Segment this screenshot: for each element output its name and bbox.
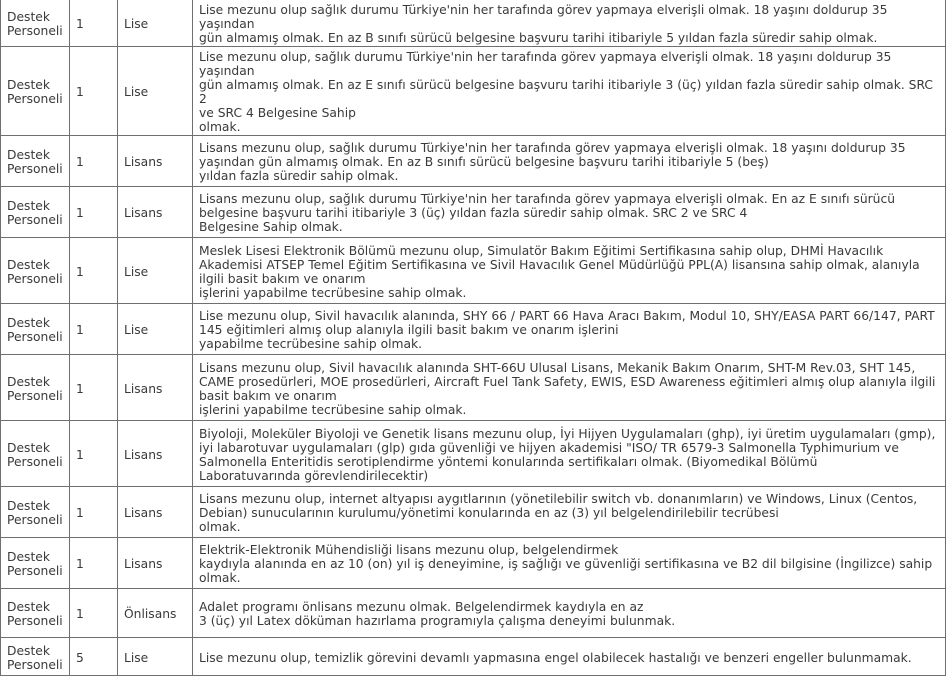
position-cell: Destek Personeli [1, 355, 70, 421]
education-cell: Lisans [118, 538, 193, 589]
qualification-cell: Meslek Lisesi Elektronik Bölümü mezunu olup, Simulatör Bakım Eğitimi Sertifikasına sahip olup, DHMİ Havacılık Akademisi ATSEP Temel Eğitim Sertifikasına ve Sivil Havacılık Genel Müdürlüğü PPL(A) lisansına sahip olmak, alanıyla ilgili basit bakım ve onarım işlerini yapabilme tecrübesine sahip olmak. [193, 238, 946, 304]
table-row [1, 589, 946, 638]
table-row [1, 421, 946, 487]
education-cell: Lise [118, 238, 193, 304]
count-cell: 1 [70, 538, 118, 589]
qualification-cell: Lise mezunu olup, Sivil havacılık alanında, SHY 66 / PART 66 Hava Aracı Bakım, Modul 10, SHY/EASA PART 66/147, PART 145 eğitimleri almış olup alanıyla ilgili basit bakım ve onarım işlerini yapabilme tecrübesine sahip olmak. [193, 304, 946, 355]
education-cell: Lise [118, 638, 193, 676]
qualification-cell: Lise mezunu olup, sağlık durumu Türkiye'nin her tarafında görev yapmaya elverişli olmak. 18 yaşını doldurup 35 yaşından gün almamış olmak. En az E sınıfı sürücü belgesine başvuru tarihi itibariyle 3 (üç) yıldan fazla süredir sahip olmak. SRC 2 ve SRC 4 Belgesine Sahip olmak. [193, 47, 946, 136]
count-cell: 1 [70, 47, 118, 136]
position-cell: Destek Personeli [1, 538, 70, 589]
position-cell: Destek Personeli [1, 304, 70, 355]
education-cell: Lisans [118, 355, 193, 421]
count-cell: 1 [70, 355, 118, 421]
qualification-cell: Lisans mezunu olup, Sivil havacılık alanında SHT-66U Ulusal Lisans, Mekanik Bakım Onarım, SHT-M Rev.03, SHT 145, CAME prosedürleri, MOE prosedürleri, Aircraft Fuel Tank Safety, EWIS, ESD Awareness eğitimleri almış olup alanıyla ilgili basit bakım ve onarım işlerini yapabilme tecrübesine sahip olmak. [193, 355, 946, 421]
table-row [1, 238, 946, 304]
education-cell: Lisans [118, 136, 193, 187]
table-row [1, 638, 946, 676]
education-cell: Lise [118, 0, 193, 47]
table-row [1, 0, 946, 47]
count-cell: 1 [70, 421, 118, 487]
position-cell: Destek Personeli [1, 0, 70, 47]
qualification-cell: Lisans mezunu olup, sağlık durumu Türkiye'nin her tarafında görev yapmaya elverişli olmak. En az E sınıfı sürücü belgesine başvuru tarihi itibariyle 3 (üç) yıldan fazla süredir sahip olmak. SRC 2 ve SRC 4 Belgesine Sahip olmak. [193, 187, 946, 238]
qualification-cell: Lisans mezunu olup, sağlık durumu Türkiye'nin her tarafında görev yapmaya elverişli olmak. 18 yaşını doldurup 35 yaşından gün almamış olmak. En az B sınıfı sürücü belgesine başvuru tarihi itibariyle 5 (beş) yıldan fazla süredir sahip olmak. [193, 136, 946, 187]
count-cell: 1 [70, 0, 118, 47]
position-cell: Destek Personeli [1, 589, 70, 638]
education-cell: Lisans [118, 187, 193, 238]
qualification-cell: Lisans mezunu olup, internet altyapısı aygıtlarının (yönetilebilir switch vb. donanımların) ve Windows, Linux (Centos, Debian) sunucularının kurulumu/yönetimi konularında en az (3) yıl belgelendirilebilir tecrübesi olmak. [193, 487, 946, 538]
table-row [1, 355, 946, 421]
count-cell: 1 [70, 187, 118, 238]
requirements-table-body [1, 0, 946, 676]
qualification-cell: Lise mezunu olup, temizlik görevini devamlı yapmasına engel olabilecek hastalığı ve benzeri engeller bulunmamak. [193, 638, 946, 676]
position-cell: Destek Personeli [1, 136, 70, 187]
count-cell: 1 [70, 589, 118, 638]
table-row [1, 304, 946, 355]
table-row [1, 538, 946, 589]
qualification-cell: Lise mezunu olup sağlık durumu Türkiye'nin her tarafında görev yapmaya elverişli olmak. 18 yaşını doldurup 35 yaşından gün almamış olmak. En az B sınıfı sürücü belgesine başvuru tarihi itibariyle 5 yıldan fazla süredir sahip olmak. [193, 0, 946, 47]
position-cell: Destek Personeli [1, 638, 70, 676]
education-cell: Önlisans [118, 589, 193, 638]
position-cell: Destek Personeli [1, 47, 70, 136]
education-cell: Lisans [118, 487, 193, 538]
table-row [1, 47, 946, 136]
qualification-cell: Adalet programı önlisans mezunu olmak. Belgelendirmek kaydıyla en az 3 (üç) yıl Latex döküman hazırlama programıyla çalışma deneyimi bulunmak. [193, 589, 946, 638]
position-cell: Destek Personeli [1, 238, 70, 304]
education-cell: Lisans [118, 421, 193, 487]
count-cell: 1 [70, 238, 118, 304]
table-row [1, 136, 946, 187]
position-cell: Destek Personeli [1, 487, 70, 538]
count-cell: 1 [70, 136, 118, 187]
education-cell: Lise [118, 304, 193, 355]
qualification-cell: Elektrik-Elektronik Mühendisliği lisans mezunu olup, belgelendirmek kaydıyla alanında en az 10 (on) yıl iş deneyimine, iş sağlığı ve güvenliği sertifikasına ve B2 dil bilgisine (İngilizce) sahip olmak. [193, 538, 946, 589]
qualification-cell: Biyoloji, Moleküler Biyoloji ve Genetik lisans mezunu olup, İyi Hijyen Uygulamaları (ghp), iyi üretim uygulamaları (gmp), iyi labarotuvar uygulamaları (glp) gıda güvenliği ve hijyen akademisi "ISO/ TR 6579-3 Salmonella Typhimurium ve Salmonella Enteritidis serotiplendirme yöntemi konularında sertifikaları olmak. (Biyomedikal Bölümü Laboratuvarında görevlendirilecektir) [193, 421, 946, 487]
count-cell: 5 [70, 638, 118, 676]
education-cell: Lise [118, 47, 193, 136]
table-row [1, 187, 946, 238]
table-row [1, 487, 946, 538]
position-cell: Destek Personeli [1, 421, 70, 487]
count-cell: 1 [70, 487, 118, 538]
position-cell: Destek Personeli [1, 187, 70, 238]
count-cell: 1 [70, 304, 118, 355]
